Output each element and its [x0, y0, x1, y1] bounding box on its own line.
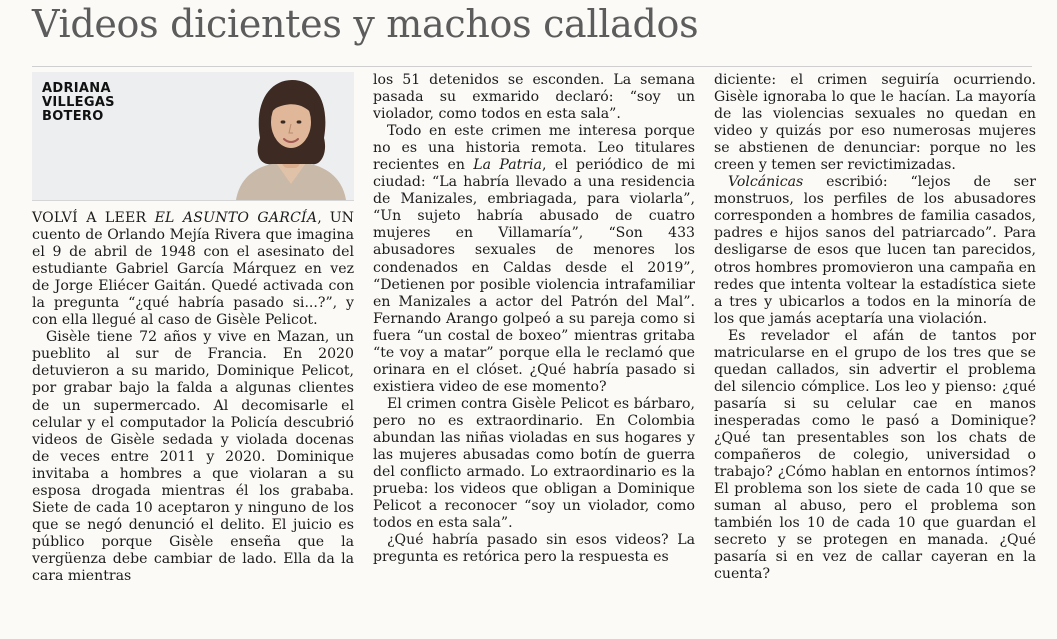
- publication-title: Volcánicas: [728, 174, 804, 191]
- author-name: [42, 82, 115, 124]
- paragraph: El crimen contra Gisèle Pelicot es bárbaro, pero no es extraordinario. En Colombia abundan las niñas violadas en sus hogares y las mujeres abusadas como botín de guerra del conflicto armado. Lo extraordinario es la prueba: los videos que obligan a Dominique Pelicot a reconocer “soy un violador, como todos en esta sala”.: [373, 395, 695, 532]
- column-3-text: [714, 72, 1036, 583]
- author-box: [32, 72, 354, 201]
- column-2-text: [373, 72, 695, 566]
- book-title: EL ASUNTO GARCÍA: [154, 210, 318, 226]
- paragraph-text: escribió: “lejos de ser monstruos, los perfiles de los abusadores corresponden a hombres de familia casados, padres e hijos sanos del patriarcado”. Para desligarse de esos que lucen tan parecidos, otros hombres promovieron una campaña en redes que intenta voltear la estadística siete a tres y ubicarlos a todos en la minoría de los que jamás aceptaría una violación.: [714, 174, 1036, 327]
- author-name-line-2: VILLEGAS: [42, 95, 115, 110]
- column-1-text: [32, 210, 354, 585]
- author-name-line-1: ADRIANA: [42, 81, 111, 96]
- headline: Videos dicientes y machos callados: [32, 2, 699, 46]
- paragraph: ¿Qué habría pasado sin esos videos? La pregunta es retórica pero la respuesta es: [373, 532, 695, 566]
- paragraph: Es revelador el afán de tantos por matricularse en el grupo de los tres que se quedan callados, sin advertir el problema del silencio cómplice. Los leo y pienso: ¿qué pasaría si su celular cae en manos inesperadas como le pasó a Dominique? ¿Qué tan presentables son los chats de compañeros de colegio, universidad o trabajo? ¿Cómo hablan en entornos íntimos? El problema son los siete de cada 10 que se suman al abuso, pero el problema son también los 10 de cada 10 que guardan el secreto y se protegen en manada. ¿Qué pasaría si en vez de callar cayeran en la cuenta?: [714, 327, 1036, 583]
- paragraph-text: Todo en este crimen me interesa porque no es una historia remota. Leo titulares recientes en: [373, 123, 695, 174]
- lead-in: VOLVÍ A LEER: [32, 210, 155, 226]
- paragraph: los 51 detenidos se esconden. La semana pasada su exmarido declaró: “soy un violador, como todos en esta sala”.: [373, 72, 695, 123]
- paragraph: [32, 210, 354, 329]
- column-2: [373, 72, 695, 566]
- headline-rule: [32, 66, 1032, 67]
- paragraph: [714, 174, 1036, 327]
- paragraph-text: , UN cuento de Orlando Mejía Rivera que imagina el 9 de abril de 1948 con el asesinato del estudiante Gabriel García Márquez en vez de Jorge Eliécer Gaitán. Quedé activada con la pregunta “¿qué habría pasado si...?”, y con ella llegué al caso de Gisèle Pelicot.: [32, 210, 354, 329]
- paragraph: Gisèle tiene 72 años y vive en Mazan, un pueblito al sur de Francia. En 2020 detuvieron a su marido, Dominique Pelicot, por grabar bajo la falda a algunas clientes de un supermercado. Al decomisarle el celular y el computador la Policía descubrió videos de Gisèle sedada y violada docenas de veces entre 2011 y 2020. Dominique invitaba a hombres a que violaran a su esposa drogada mientras él los grababa. Siete de cada 10 aceptaron y ninguno de los que se negó denunció el delito. El juicio es público porque Gisèle enseña que la vergüenza debe cambiar de lado. Ella da la cara mientras: [32, 329, 354, 584]
- newspaper-title: La Patria: [473, 157, 542, 174]
- author-name-line-3: BOTERO: [42, 109, 104, 124]
- paragraph-text: , el periódico de mi ciudad: “La habría llevado a una residencia de Manizales, embriagada, para violarla”, “Un sujeto habría abusado de cuatro mujeres en Villamaría”, “Son 433 abusadores sexuales de menores los condenados en Caldas desde el 2019”, “Detienen por posible violencia intrafamiliar en Manizales a actor del Patrón del Mal”. Fernando Arango golpeó a su pareja como si fuera “un costal de boxeo” mientras gritaba “te voy a matar” porque ella le reclamó que orinara en el clóset. ¿Qué habría pasado si existiera video de ese momento?: [373, 157, 696, 395]
- paragraph: [373, 123, 695, 396]
- column-3: [714, 72, 1036, 583]
- author-portrait: [236, 72, 346, 200]
- paragraph: diciente: el crimen seguiría ocurriendo. Gisèle ignoraba lo que le hacían. La mayoría de las violencias sexuales no quedan en video y quizás por eso numerosas mujeres se abstienen de denunciar: porque no les creen y temen ser revictimizadas.: [714, 72, 1036, 174]
- column-1: [32, 72, 354, 585]
